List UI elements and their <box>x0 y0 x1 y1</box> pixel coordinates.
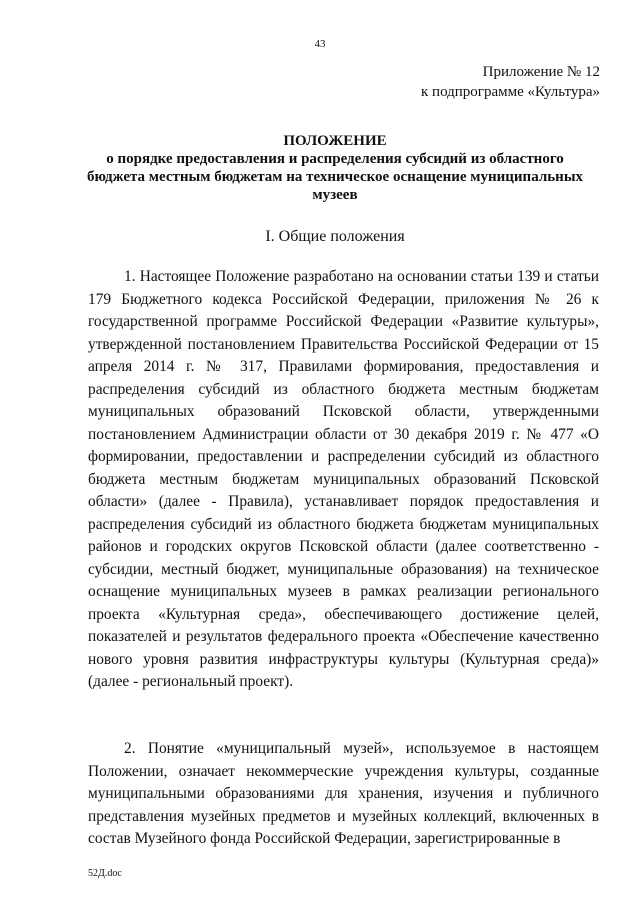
appendix-line-2: к подпрограмме «Культура» <box>421 84 600 100</box>
title-subtitle: о порядке предоставления и распределения субсидий из областного бюджета местным бюджетам на техническое оснащение муниципальных музеев <box>86 151 584 203</box>
title-main: ПОЛОЖЕНИЕ <box>283 133 387 149</box>
document-title <box>80 132 590 204</box>
page-number: 43 <box>314 38 326 50</box>
paragraph-1: 1. Настоящее Положение разработано на основании статьи 139 и статьи 179 Бюджетного кодекса Российской Федерации, приложения № 26 к государственной программе Российской Федерации «Развитие культуры», утвержденной постановлением Правительства Российской Федерации от 15 апреля 2014 г. № 317, Правилами формирования, предоставления и распределения субсидий из областного бюджета местным бюджетам муниципальных образований Псковской области, утвержденными постановлением Администрации области от 30 декабря 2019 г. № 477 «О формировании, предоставлении и распределении субсидий из областного бюджета местным бюджетам муниципальных образований Псковской области» (далее - Правила), устанавливает порядок предоставления и распределения субсидий из областного бюджета бюджетам муниципальных районов и городских округов Псковской области (далее соответственно - субсидии, местный бюджет, муниципальные образования) на техническое оснащение муниципальных музеев в рамках реализации регионального проекта «Культурная среда», обеспечивающего достижение целей, показателей и результатов федерального проекта «Обеспечение качественно нового уровня развития инфраструктуры культуры (Культурная среда)» (далее - региональный проект). <box>88 268 599 690</box>
appendix-reference <box>421 62 600 102</box>
footer-filename: 52Д.doc <box>88 868 122 879</box>
appendix-line-1: Приложение № 12 <box>482 64 600 80</box>
section-heading: I. Общие положения <box>265 228 405 245</box>
paragraph-2: 2. Понятие «муниципальный музей», используемое в настоящем Положении, означает некоммерческие учреждения культуры, созданные муниципальными образованиями для хранения, изучения и публичного представления музейных предметов и музейных коллекций, включенных в состав Музейного фонда Российской Федерации, зарегистрированные в <box>88 740 599 847</box>
